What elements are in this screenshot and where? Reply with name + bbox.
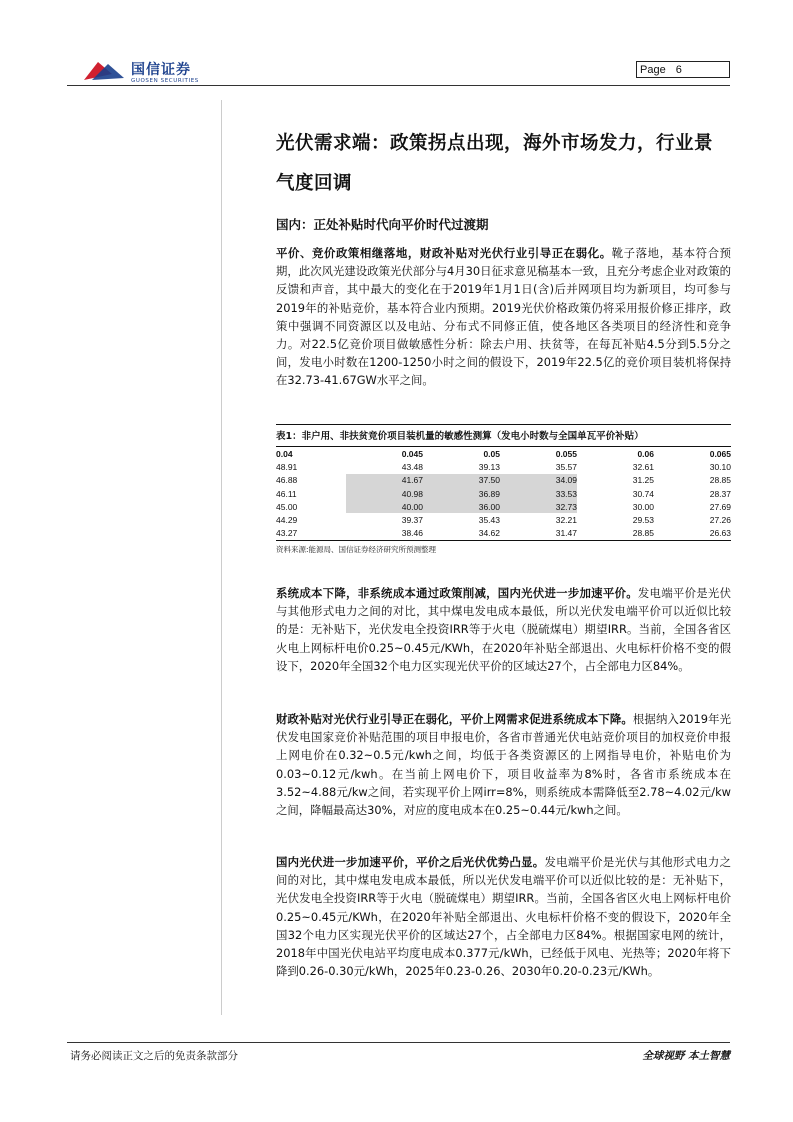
table-cell: 44.29 (276, 515, 298, 526)
table-row (276, 500, 731, 513)
table-cell-highlight: 41.67 (346, 474, 423, 487)
table-cell-highlight: 36.89 (423, 487, 500, 500)
table-cell-highlight: 32.73 (500, 500, 577, 513)
table-cell: 28.85 (709, 475, 731, 486)
table-cell: 43.27 (276, 528, 298, 539)
table-row (276, 460, 731, 473)
table-header-row (276, 447, 731, 460)
subsection-title: 国内：正处补贴时代向平价时代过渡期 (276, 217, 489, 232)
table-cell: 31.47 (555, 528, 577, 539)
paragraph-3-lead: 财政补贴对光伏行业引导正在弱化，平价上网需求促进系统成本下降。 (276, 712, 633, 726)
table-cell: 46.88 (276, 475, 298, 486)
page-number: 6 (675, 64, 682, 76)
table-cell: 26.63 (709, 528, 731, 539)
table-header-cell: 0.055 (555, 448, 577, 459)
table-cell: 39.37 (401, 515, 423, 526)
table-header-cell: 0.045 (401, 448, 423, 459)
paragraph-4-body: 发电端平价是光伏与其他形式电力之间的对比，其中煤电发电成本最低，所以光伏发电端平价可以近似比较的是：无补贴下，光伏发电全投资IRR等于火电（脱硫煤电）期望IRR。当前，全国各省区火电上网标杆电价0.25~0.45元/KWh，在2020年补贴全部退出、火电标杆价格不变的假设下，2020年全国32个电力区实现光伏平价的区域达27个，占全部电力区84%。根据国家电网的统计，2018年中国光伏电站平均度电成本0.377元/kWh，已经低于风电、光热等；2020年将下降到0.26-0.30元/kWh，2025年0.23-0.26、2030年0.20-0.23元/KWh。 (276, 855, 731, 979)
paragraph-2 (276, 584, 731, 675)
table-cell: 45.00 (276, 501, 298, 512)
table-cell: 48.91 (276, 461, 298, 472)
footer-rule (67, 1042, 730, 1043)
table-header-cell: 0.04 (276, 448, 293, 459)
table-cell-highlight: 33.53 (500, 487, 577, 500)
table-cell: 29.53 (632, 515, 654, 526)
table-cell: 27.26 (709, 515, 731, 526)
paragraph-1-body: 靴子落地，基本符合预期，此次风光建设政策光伏部分与4月30日征求意见稿基本一致，且充分考虑企业对政策的反馈和声音，其中最大的变化在于2019年1月1日(含)后并网项目均为新项目，均可参与2019年的补贴竞价，基本符合业内预期。2019光伏价格政策仍将采用报价修正排序，政策中强调不同资源区以及电站、分布式不同修正值，使各地区各类项目的经济性和竞争力。对22.5亿竞价项目做敏感性分析：除去户用、扶贫等，在每瓦补贴4.5分到5.5分之间，发电小时数在1200-1250小时之间的假设下，2019年22.5亿的竞价项目装机将保持在32.73-41.67GW水平之间。 (276, 246, 731, 388)
table-cell: 28.37 (709, 488, 731, 499)
table-header-cell: 0.065 (709, 448, 731, 459)
paragraph-3 (276, 710, 731, 819)
paragraph-1-lead: 平价、竞价政策相继落地，财政补贴对光伏行业引导正在弱化。 (276, 246, 612, 260)
page-label: Page (640, 64, 666, 76)
table-row (276, 513, 731, 526)
sensitivity-table (276, 424, 731, 555)
table-cell: 43.48 (401, 461, 423, 472)
table-cell-highlight: 40.98 (346, 487, 423, 500)
table-title: 表1：非户用、非扶贫竞价项目装机量的敏感性测算（发电小时数与全国单瓦平价补贴） (276, 424, 731, 447)
company-logo (82, 56, 212, 88)
left-margin-rule (221, 100, 222, 1015)
table-cell: 39.13 (478, 461, 500, 472)
paragraph-1 (276, 244, 731, 390)
table-cell: 46.11 (276, 488, 297, 499)
table-cell: 30.00 (632, 501, 654, 512)
logo-name-cn: 国信证券 (131, 62, 191, 78)
table-cell: 34.62 (478, 528, 500, 539)
table-cell-highlight: 40.00 (346, 500, 423, 513)
page-indicator (636, 61, 730, 78)
table-cell: 31.25 (632, 475, 654, 486)
table-cell: 32.21 (555, 515, 577, 526)
table-cell: 38.46 (401, 528, 423, 539)
paragraph-2-body: 发电端平价是光伏与其他形式电力之间的对比，其中煤电发电成本最低，所以光伏发电端平价可以近似比较的是：无补贴下，光伏发电全投资IRR等于火电（脱硫煤电）期望IRR。当前，全国各省区火电上网标杆电价0.25~0.45元/KWh，在2020年补贴全部退出、火电标杆价格不变的假设下，2020年全国32个电力区实现光伏平价的区域达27个，占全部电力区84%。 (276, 586, 731, 673)
header-rule (67, 85, 730, 86)
logo-mark-icon (82, 58, 126, 84)
table-cell: 28.85 (632, 528, 654, 539)
paragraph-4-lead: 国内光伏进一步加速平价，平价之后光伏优势凸显。 (276, 855, 545, 869)
table-cell: 35.43 (478, 515, 500, 526)
table-cell: 30.10 (709, 461, 731, 472)
table-source: 资料来源:能源局、国信证券经济研究所预测整理 (276, 545, 437, 555)
footer-slogan: 全球视野 本土智慧 (642, 1050, 730, 1062)
section-title: 光伏需求端：政策拐点出现，海外市场发力，行业景气度回调 (276, 133, 714, 194)
table-cell-highlight: 37.50 (423, 474, 500, 487)
table-cell: 30.74 (632, 488, 654, 499)
footer-disclaimer: 请务必阅读正文之后的免责条款部分 (70, 1050, 238, 1062)
logo-name-en: GUOSEN SECURITIES (131, 78, 199, 84)
table-header-cell: 0.05 (483, 448, 500, 459)
paragraph-3-body: 根据纳入2019年光伏发电国家竞价补贴范围的项目申报电价，各省市普通光伏电站竞价项目的加权竞价申报上网电价在0.32~0.5元/kwh之间，均低于各类资源区的上网指导电价，补贴电价为0.03~0.12元/kwh。在当前上网电价下，项目收益率为8%时，各省市系统成本在3.52~4.88元/kw之间，若实现平价上网irr=8%，则系统成本需降低至2.78~4.02元/kw之间，降幅最高达30%，对应的度电成本在0.25~0.44元/kwh之间。 (276, 712, 731, 818)
table-cell: 27.69 (709, 501, 731, 512)
table-row (276, 474, 731, 487)
table-cell: 35.57 (555, 461, 577, 472)
paragraph-4 (276, 853, 731, 980)
table-cell: 32.61 (632, 461, 654, 472)
paragraph-2-lead: 系统成本下降，非系统成本通过政策削减，国内光伏进一步加速平价。 (276, 586, 638, 600)
table-cell-highlight: 34.09 (500, 474, 577, 487)
table-row (276, 527, 731, 540)
table-bottom-rule (276, 540, 731, 541)
table-row (276, 487, 731, 500)
table-header-cell: 0.06 (637, 448, 654, 459)
table-cell-highlight: 36.00 (423, 500, 500, 513)
